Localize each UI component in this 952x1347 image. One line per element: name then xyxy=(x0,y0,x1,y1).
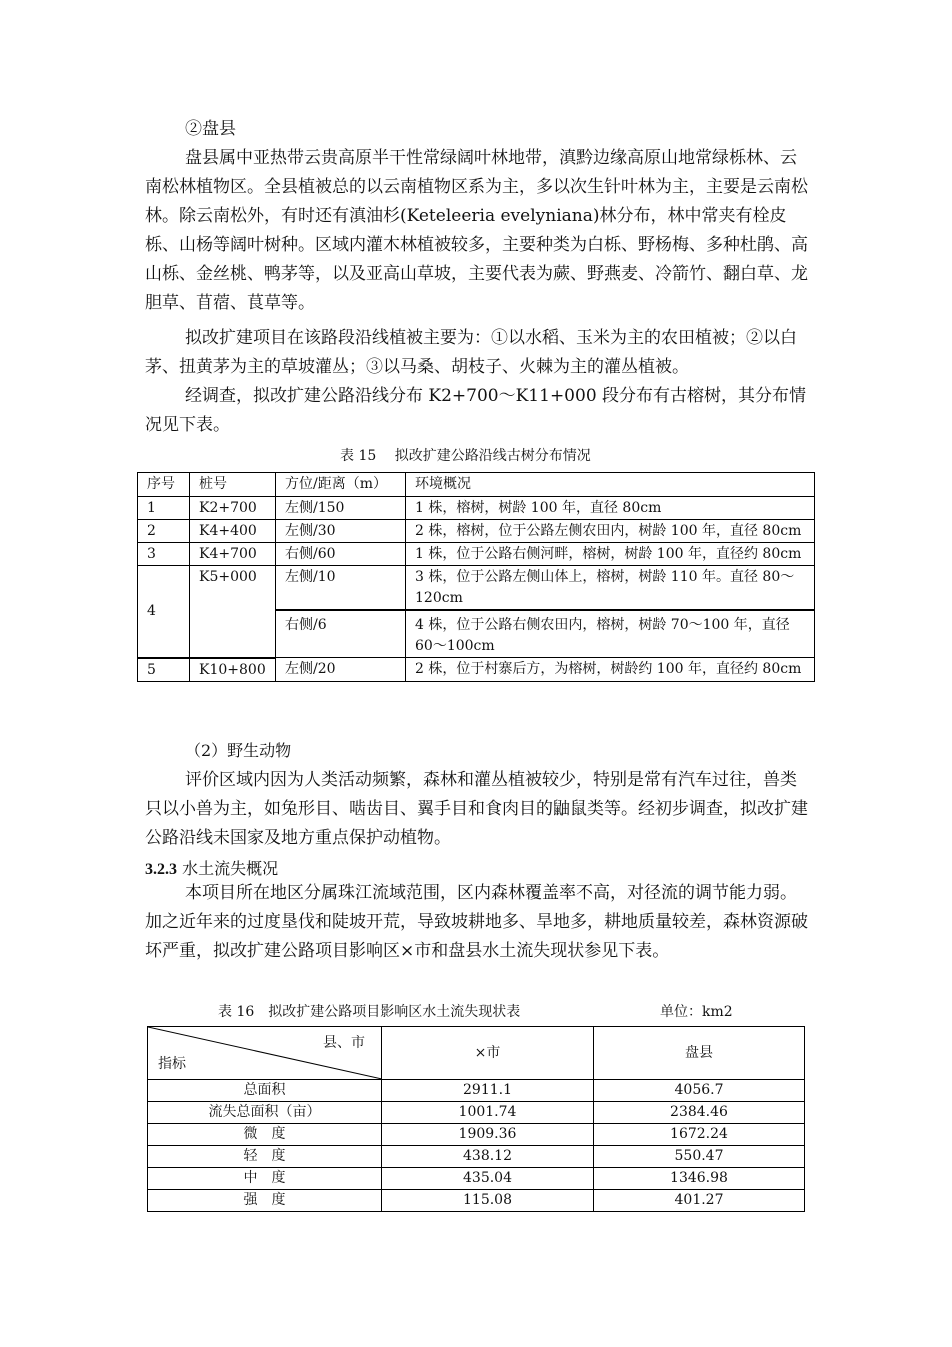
cell-label: 强 度 xyxy=(148,1190,382,1212)
soil-erosion-table xyxy=(147,1026,805,1212)
cell-label: 中 度 xyxy=(148,1168,382,1190)
cell-direction: 右侧/6 xyxy=(276,610,406,658)
cell-no: 4 xyxy=(138,566,190,658)
cell-direction: 左侧/30 xyxy=(276,520,406,543)
table-row xyxy=(138,566,815,611)
table15-caption: 表 15 拟改扩建公路沿线古树分布情况 xyxy=(340,448,591,464)
wildlife-heading: （2）野生动物 xyxy=(185,741,292,760)
cell-station: K2+700 xyxy=(190,497,276,520)
cell-label: 总面积 xyxy=(148,1080,382,1102)
corner-bottom-label: 指标 xyxy=(158,1056,186,1072)
table-row xyxy=(148,1190,805,1212)
paragraph-route-vegetation: 拟改扩建项目在该路段沿线植被主要为：①以水稻、玉米为主的农田植被；②以白茅、扭黄茅为主的草坡灌丛；③以马桑、胡枝子、火棘为主的灌丛植被。 xyxy=(145,328,797,377)
paragraph-soil-erosion: 本项目所在地区分属珠江流域范围，区内森林覆盖率不高，对径流的调节能力弱。加之近年来的过度垦伐和陡坡开荒，导致坡耕地多、旱地多，耕地质量较差，森林资源破坏严重，拟改扩建公路项目影响区×市和盘县水土流失现状参见下表。 xyxy=(145,883,808,961)
heading-text: 水土流失概况 xyxy=(177,859,279,878)
cell-station: K5+000 xyxy=(190,566,276,658)
cell-label: 轻 度 xyxy=(148,1146,382,1168)
header-panxian: 盘县 xyxy=(594,1027,805,1080)
header-no: 序号 xyxy=(138,473,190,497)
ancient-tree-table xyxy=(137,472,815,682)
cell-city: 438.12 xyxy=(382,1146,594,1168)
table-header-row xyxy=(148,1027,805,1080)
cell-no: 5 xyxy=(138,658,190,682)
cell-environment: 1 株，位于公路右侧河畔，榕树，树龄 100 年，直径约 80cm xyxy=(406,543,815,566)
cell-city: 1001.74 xyxy=(382,1102,594,1124)
cell-no: 2 xyxy=(138,520,190,543)
cell-direction: 左侧/150 xyxy=(276,497,406,520)
header-environment: 环境概况 xyxy=(406,473,815,497)
table16-caption: 表 16 拟改扩建公路项目影响区水土流失现状表 xyxy=(218,1004,521,1020)
table16-unit: 单位：km2 xyxy=(660,1004,733,1020)
cell-panxian: 1346.98 xyxy=(594,1168,805,1190)
cell-station: K10+800 xyxy=(190,658,276,682)
table-row xyxy=(138,520,815,543)
cell-city: 1909.36 xyxy=(382,1124,594,1146)
cell-label: 微 度 xyxy=(148,1124,382,1146)
cell-environment: 2 株，榕树，位于公路左侧农田内，树龄 100 年，直径 80cm xyxy=(406,520,815,543)
header-direction: 方位/距离（m） xyxy=(276,473,406,497)
cell-label: 流失总面积（亩） xyxy=(148,1102,382,1124)
header-city: ×市 xyxy=(382,1027,594,1080)
cell-city: 115.08 xyxy=(382,1190,594,1212)
cell-panxian: 4056.7 xyxy=(594,1080,805,1102)
cell-city: 435.04 xyxy=(382,1168,594,1190)
table-row xyxy=(138,658,815,682)
cell-direction: 左侧/10 xyxy=(276,566,406,611)
heading-number: 3.2.3 xyxy=(145,861,177,878)
cell-environment: 1 株，榕树，树龄 100 年，直径 80cm xyxy=(406,497,815,520)
paragraph-vegetation: 盘县属中亚热带云贵高原半干性常绿阔叶林地带，滇黔边缘高原山地常绿栎林、云南松林植物区。全县植被总的以云南植物区系为主，多以次生针叶林为主，主要是云南松林。除云南松外，有时还有滇油杉(Keteleeria evelyniana)林分布，林中常夹有栓皮栎、山杨等阔叶树种。区域内灌木林植被较多，主要种类为白栎、野杨梅、多种杜鹃、高山栎、金丝桃、鸭茅等，以及亚高山草坡，主要代表为蕨、野燕麦、冷箭竹、翻白草、龙胆草、苜蓿、茛草等。 xyxy=(145,148,808,313)
diagonal-header-cell xyxy=(148,1027,382,1080)
cell-panxian: 2384.46 xyxy=(594,1102,805,1124)
cell-city: 2911.1 xyxy=(382,1080,594,1102)
cell-direction: 右侧/60 xyxy=(276,543,406,566)
corner-top-label: 县、市 xyxy=(323,1035,365,1051)
table-row xyxy=(148,1168,805,1190)
cell-environment: 2 株，位于村寨后方，为榕树，树龄约 100 年，直径约 80cm xyxy=(406,658,815,682)
cell-no: 1 xyxy=(138,497,190,520)
table-row xyxy=(148,1146,805,1168)
cell-environment: 4 株，位于公路右侧农田内，榕树，树龄 70～100 年，直径 60～100cm xyxy=(406,610,815,658)
paragraph-survey: 经调查，拟改扩建公路沿线分布 K2+700～K11+000 段分布有古榕树，其分布情况见下表。 xyxy=(145,386,807,435)
section-heading: ②盘县 xyxy=(185,119,236,139)
cell-panxian: 401.27 xyxy=(594,1190,805,1212)
header-station: 桩号 xyxy=(190,473,276,497)
table-row xyxy=(148,1080,805,1102)
table-header-row xyxy=(138,473,815,497)
cell-environment: 3 株，位于公路左侧山体上，榕树，树龄 110 年。直径 80～120cm xyxy=(406,566,815,611)
table-row xyxy=(148,1102,805,1124)
cell-direction: 左侧/20 xyxy=(276,658,406,682)
cell-panxian: 550.47 xyxy=(594,1146,805,1168)
table-row xyxy=(138,543,815,566)
cell-station: K4+400 xyxy=(190,520,276,543)
table-row xyxy=(138,497,815,520)
paragraph-wildlife: 评价区域内因为人类活动频繁，森林和灌丛植被较少，特别是常有汽车过往，兽类只以小兽为主，如兔形目、啮齿目、翼手目和食肉目的鼬鼠类等。经初步调查，拟改扩建公路沿线未国家及地方重点保护动植物。 xyxy=(145,770,808,848)
table-row xyxy=(148,1124,805,1146)
cell-panxian: 1672.24 xyxy=(594,1124,805,1146)
cell-no: 3 xyxy=(138,543,190,566)
cell-station: K4+700 xyxy=(190,543,276,566)
